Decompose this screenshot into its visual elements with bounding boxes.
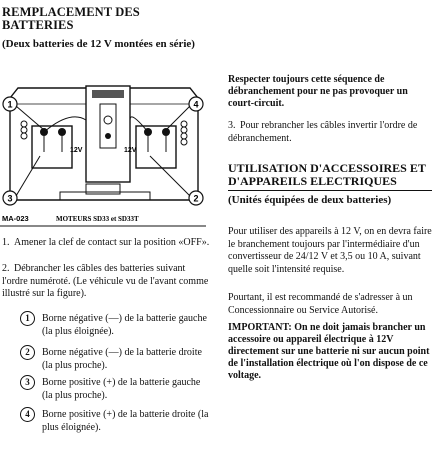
accessories-subheading: (Unités équipées de deux batteries) bbox=[228, 194, 392, 206]
marker-1: 1 bbox=[7, 99, 13, 110]
step-3 bbox=[228, 120, 433, 145]
terminal-marker-2: 2 bbox=[20, 345, 35, 360]
step-3-number: 3. bbox=[228, 120, 236, 131]
diagram-code: MA-023 bbox=[2, 214, 29, 223]
terminal-text-4: Borne positive (+) de la batterie droite (la plus éloignée). bbox=[42, 409, 209, 433]
important-notice: IMPORTANT: On ne doit jamais brancher un accessoire ou appareil électrique à 12V directement sur une batterie ni sur aucun point de l'installation électrique où l'on dispose de ce voltage. bbox=[228, 322, 430, 381]
terminal-text-3: Borne positive (+) de la batterie gauche (la plus proche). bbox=[42, 377, 201, 401]
terminal-text-2: Borne négative (—) de la batterie droite (la plus proche). bbox=[42, 347, 202, 371]
marker-4: 4 bbox=[193, 99, 199, 110]
paragraph-dealer: Pourtant, il est recommandé de s'adresser à un Concessionnaire ou Service Autorisé. bbox=[228, 292, 413, 316]
step-3-text: Pour rebrancher les câbles invertir l'ordre de débranchement. bbox=[228, 120, 418, 144]
marker-3: 3 bbox=[7, 193, 13, 204]
terminal-marker-4: 4 bbox=[20, 407, 35, 422]
accessories-heading: UTILISATION D'ACCESSOIRES ET D'APPAREILS ELECTRIQUES bbox=[228, 161, 426, 188]
battery-diagram bbox=[0, 80, 206, 230]
section-subtitle: (Deux batteries de 12 V montées en série) bbox=[2, 38, 195, 50]
step-1-number: 1. bbox=[2, 237, 10, 248]
heading-rule bbox=[228, 190, 432, 191]
volt-label-right: 12V bbox=[124, 147, 137, 154]
step-2 bbox=[2, 263, 210, 301]
step-2-number: 2. bbox=[2, 263, 10, 274]
terminal-marker-3: 3 bbox=[20, 375, 35, 390]
terminal-text-1: Borne négative (—) de la batterie gauche (la plus éloignée). bbox=[42, 313, 207, 337]
step-2-text: Débrancher les câbles des batteries suivant l'ordre numéroté. (Le véhicule vu de l'avant comme illustré sur la figure). bbox=[2, 263, 209, 299]
volt-label-left: 12V bbox=[70, 147, 83, 154]
step-1 bbox=[2, 237, 210, 250]
terminal-marker-1: 1 bbox=[20, 311, 35, 326]
diagram-caption: MOTEURS SD33 et SD33T bbox=[56, 215, 139, 223]
step-1-text: Amener la clef de contact sur la position «OFF». bbox=[14, 237, 210, 248]
warning-text: Respecter toujours cette séquence de débranchement pour ne pas provoquer un court-circuit. bbox=[228, 74, 408, 109]
paragraph-converter: Pour utiliser des appareils à 12 V, on en devra faire le branchement toujours par l'intermédiaire d'un convertisseur de 24/12 V et 3,5 ou 10 A, suivant quelle soit l'intensité requise. bbox=[228, 226, 432, 275]
section-title: REMPLACEMENT DES BATTERIES bbox=[2, 5, 140, 32]
marker-2: 2 bbox=[193, 193, 199, 204]
